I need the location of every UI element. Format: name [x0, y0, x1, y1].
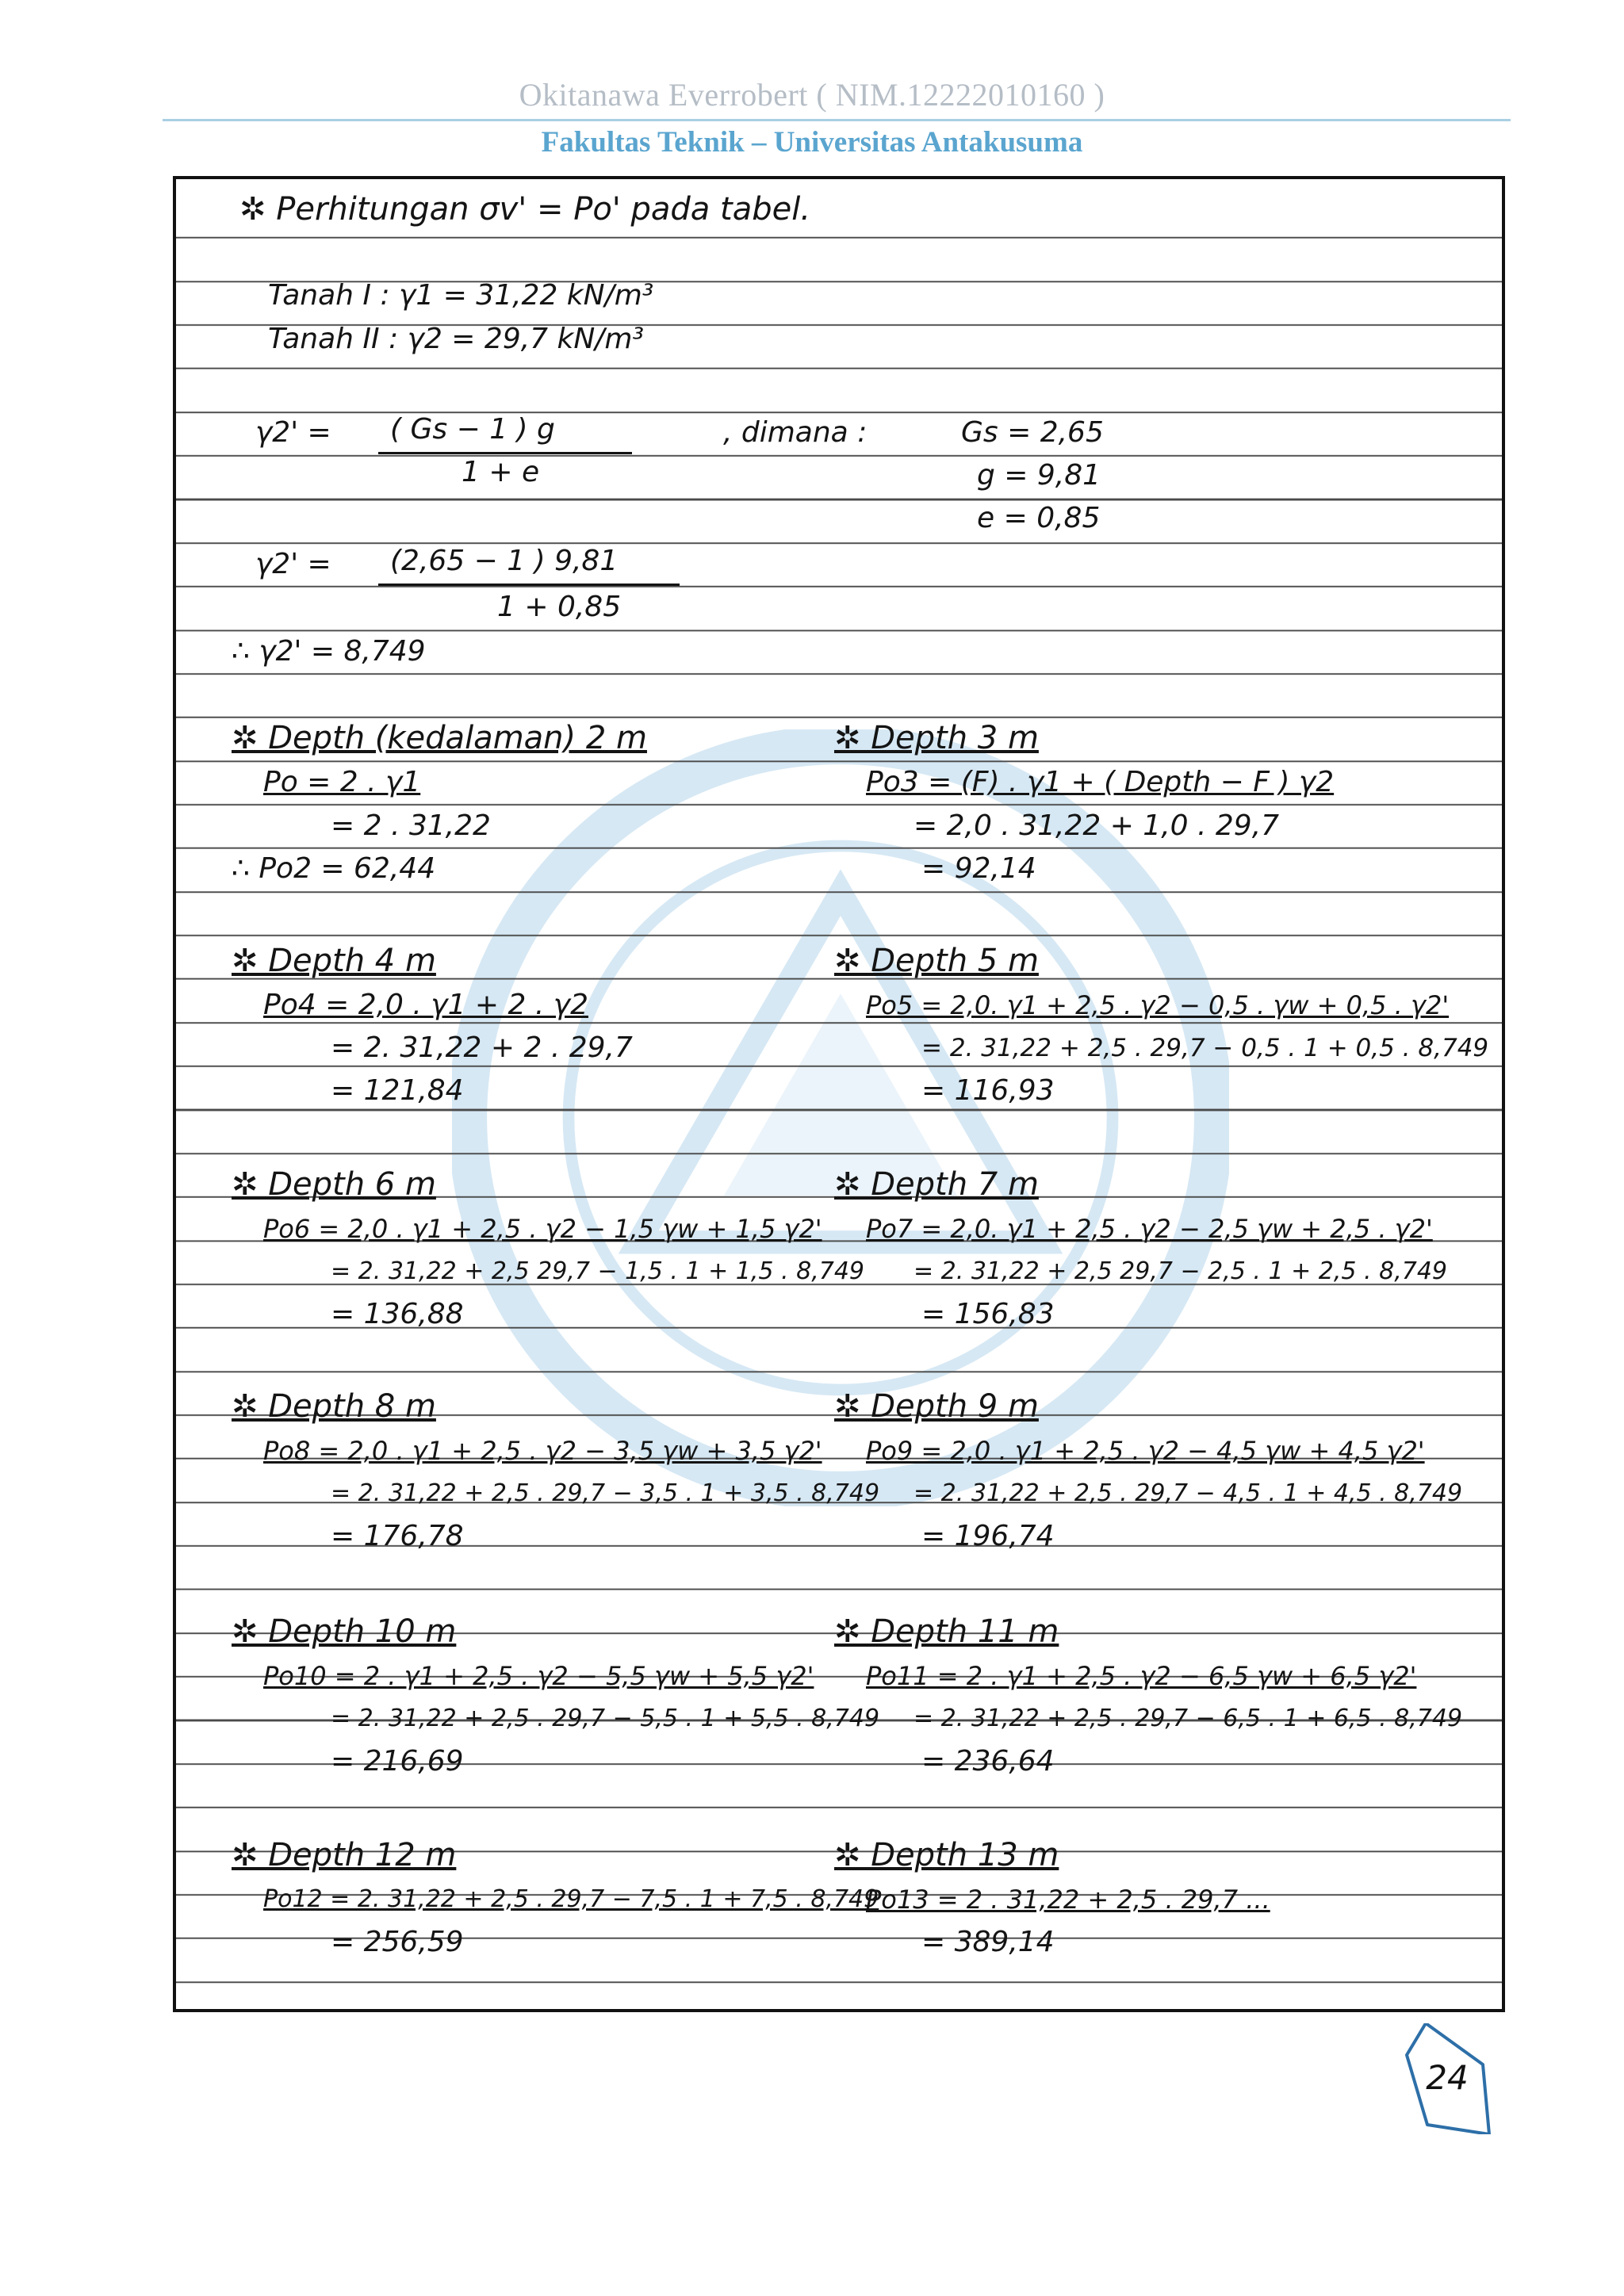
- substitution-lhs: γ2' =: [255, 548, 331, 580]
- depth-title: ✲ Depth 5 m: [834, 943, 1039, 979]
- formula-numerator: ( Gs − 1 ) g: [390, 413, 555, 446]
- depth-title: ✲ Depth 9 m: [834, 1388, 1039, 1425]
- depth-result: = 196,74: [921, 1520, 1055, 1552]
- substitution-denominator: 1 + 0,85: [497, 591, 622, 623]
- faculty-header: Fakultas Teknik – Universitas Antakusuma: [541, 126, 1083, 159]
- depth-line: Po = 2 . γ1: [263, 766, 421, 798]
- param-gs: Gs = 2,65: [961, 416, 1104, 449]
- depth-line: Po3 = (F) . γ1 + ( Depth − F ) γ2: [866, 766, 1335, 798]
- student-name-header: Okitanawa Everrobert ( NIM.12222010160 ): [519, 77, 1105, 113]
- formula-denominator: 1 + e: [462, 456, 540, 488]
- depth-title: ✲ Depth 10 m: [232, 1613, 457, 1650]
- substitution-fraction-bar: [378, 584, 680, 586]
- param-g: g = 9,81: [977, 459, 1101, 492]
- depth-line: Po4 = 2,0 . γ1 + 2 . γ2: [263, 989, 588, 1021]
- depth-line: = 2. 31,22 + 2 . 29,7: [331, 1031, 633, 1064]
- depth-result: = 216,69: [331, 1745, 464, 1777]
- depth-title: ✲ Depth 6 m: [232, 1166, 436, 1203]
- depth-title: ✲ Depth (kedalaman) 2 m: [232, 720, 647, 756]
- soil-1-unit-weight: Tanah I : γ1 = 31,22 kN/m³: [268, 279, 654, 312]
- depth-line: Po8 = 2,0 . γ1 + 2,5 . γ2 − 3,5 γw + 3,5 γ2': [263, 1436, 822, 1466]
- depth-line: Po6 = 2,0 . γ1 + 2,5 . γ2 − 1,5 γw + 1,5 γ2': [263, 1214, 822, 1244]
- depth-line: = 2. 31,22 + 2,5 . 29,7 − 4,5 . 1 + 4,5 . 8,749: [914, 1479, 1463, 1507]
- depth-title: ✲ Depth 13 m: [834, 1837, 1059, 1873]
- depth-line: Po9 = 2,0 . γ1 + 2,5 . γ2 − 4,5 γw + 4,5 γ2': [866, 1436, 1425, 1466]
- depth-line: = 2. 31,22 + 2,5 29,7 − 2,5 . 1 + 2,5 . 8,749: [914, 1257, 1447, 1285]
- depth-result: = 156,83: [921, 1298, 1055, 1330]
- depth-line: = 2,0 . 31,22 + 1,0 . 29,7: [914, 809, 1280, 842]
- depth-line: = 2. 31,22 + 2,5 . 29,7 − 3,5 . 1 + 3,5 . 8,749: [331, 1479, 880, 1507]
- sheet-title: ✲ Perhitungan σv' = Po' pada tabel.: [239, 191, 811, 228]
- depth-result: = 136,88: [331, 1298, 464, 1330]
- depth-result: = 389,14: [921, 1926, 1055, 1958]
- depth-line: Po12 = 2. 31,22 + 2,5 . 29,7 − 7,5 . 1 + 7,5 . 8,749: [263, 1885, 879, 1913]
- depth-result: = 116,93: [921, 1074, 1055, 1107]
- depth-result: ∴ Po2 = 62,44: [232, 852, 436, 885]
- depth-title: ✲ Depth 12 m: [232, 1837, 457, 1873]
- depth-result: = 92,14: [921, 852, 1036, 885]
- depth-line: Po10 = 2 . γ1 + 2,5 . γ2 − 5,5 γw + 5,5 γ2': [263, 1661, 814, 1691]
- formula-lhs: γ2' =: [255, 416, 331, 449]
- depth-result: = 121,84: [331, 1074, 464, 1107]
- page-number: 24: [1426, 2058, 1469, 2097]
- formula-fraction-bar: [378, 452, 632, 454]
- where-label: , dimana :: [723, 416, 868, 449]
- depth-result: = 256,59: [331, 1926, 464, 1958]
- depth-line: Po11 = 2 . γ1 + 2,5 . γ2 − 6,5 γw + 6,5 γ2': [866, 1661, 1417, 1691]
- depth-title: ✲ Depth 11 m: [834, 1613, 1059, 1650]
- depth-title: ✲ Depth 3 m: [834, 720, 1039, 756]
- depth-title: ✲ Depth 8 m: [232, 1388, 436, 1425]
- depth-result: = 176,78: [331, 1520, 464, 1552]
- depth-line: = 2 . 31,22: [331, 809, 491, 842]
- depth-line: = 2. 31,22 + 2,5 . 29,7 − 5,5 . 1 + 5,5 . 8,749: [331, 1705, 880, 1732]
- depth-line: Po7 = 2,0. γ1 + 2,5 . γ2 − 2,5 γw + 2,5 . γ2': [866, 1214, 1433, 1244]
- lined-worksheet: [173, 176, 1505, 2012]
- substitution-numerator: (2,65 − 1 ) 9,81: [390, 545, 619, 577]
- param-e: e = 0,85: [977, 502, 1101, 534]
- depth-line: = 2. 31,22 + 2,5 29,7 − 1,5 . 1 + 1,5 . 8,749: [331, 1257, 864, 1285]
- depth-line: = 2. 31,22 + 2,5 . 29,7 − 6,5 . 1 + 6,5 . 8,749: [914, 1705, 1463, 1732]
- soil-2-unit-weight: Tanah II : γ2 = 29,7 kN/m³: [268, 323, 644, 355]
- gamma-prime-result: ∴ γ2' = 8,749: [232, 635, 426, 668]
- header-divider: [163, 119, 1511, 121]
- depth-title: ✲ Depth 4 m: [232, 943, 436, 979]
- depth-line: Po5 = 2,0. γ1 + 2,5 . γ2 − 0,5 . γw + 0,5 . γ2': [866, 990, 1450, 1020]
- depth-result: = 236,64: [921, 1745, 1055, 1777]
- depth-line: = 2. 31,22 + 2,5 . 29,7 − 0,5 . 1 + 0,5 . 8,749: [921, 1034, 1489, 1062]
- depth-title: ✲ Depth 7 m: [834, 1166, 1039, 1203]
- depth-line: Po13 = 2 . 31,22 + 2,5 . 29,7 ...: [866, 1885, 1270, 1915]
